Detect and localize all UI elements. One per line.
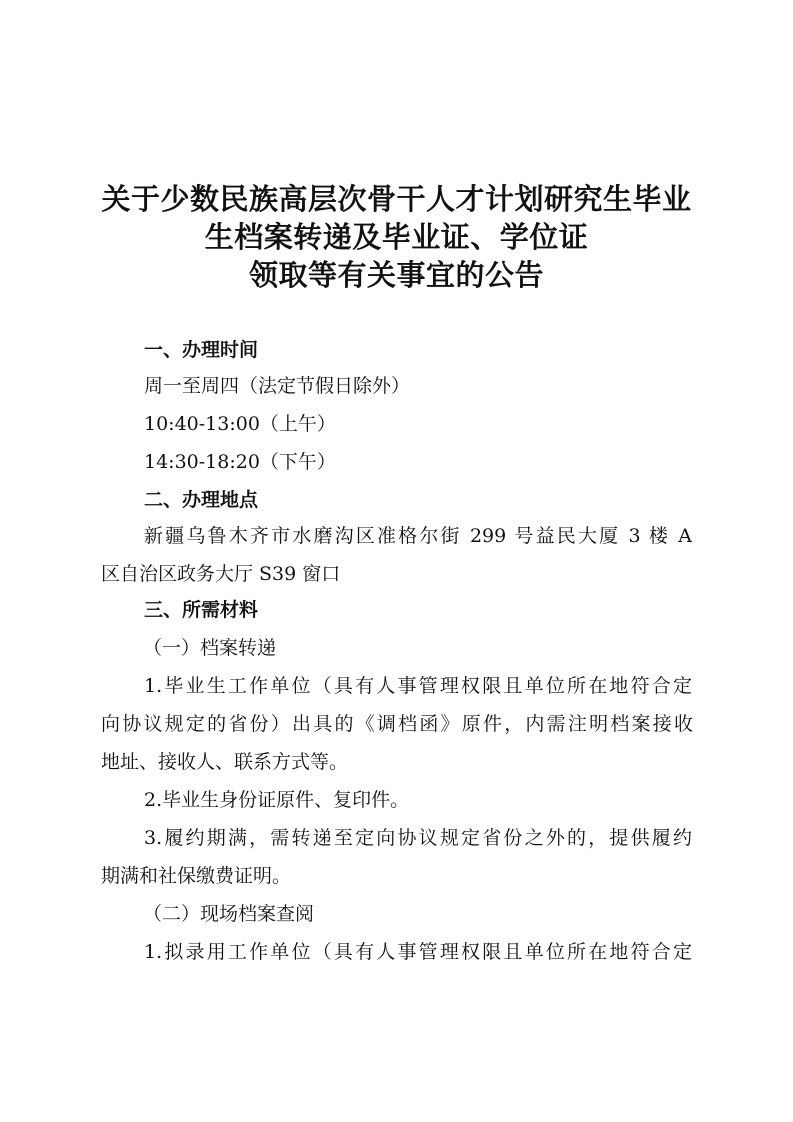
office-days: 周一至周四（法定节假日除外） — [144, 375, 411, 397]
transfer-item-1-line-3: 地址、接收人、联系方式等。 — [101, 751, 349, 773]
title-line-3: 领取等有关事宜的公告 — [248, 258, 544, 292]
review-item-1-line-1: 1.拟录用工作单位（具有人事管理权限且单位所在地符合定 — [144, 941, 692, 963]
address-line-1: 新疆乌鲁木齐市水磨沟区准格尔街 299 号益民大厦 3 楼 A — [144, 525, 692, 547]
section-heading-location: 二、办理地点 — [144, 489, 259, 511]
subsection-heading-file-transfer: （一）档案转递 — [143, 637, 277, 659]
morning-hours: 10:40-13:00（上午） — [144, 413, 336, 435]
transfer-item-1-line-1: 1.毕业生工作单位（具有人事管理权限且单位所在地符合定 — [144, 675, 692, 697]
transfer-item-2: 2.毕业生身份证原件、复印件。 — [144, 789, 410, 811]
section-heading-time: 一、办理时间 — [144, 339, 259, 361]
transfer-item-3-line-1: 3.履约期满，需转递至定向协议规定省份之外的，提供履约 — [144, 827, 692, 849]
transfer-item-1-line-2: 向协议规定的省份）出具的《调档函》原件，内需注明档案接收 — [101, 713, 693, 735]
title-line-2: 生档案转递及毕业证、学位证 — [204, 220, 589, 254]
address-line-2: 区自治区政务大厅 S39 窗口 — [101, 563, 341, 585]
afternoon-hours: 14:30-18:20（下午） — [144, 451, 336, 473]
title-line-1: 关于少数民族高层次骨干人才计划研究生毕业 — [101, 182, 692, 216]
section-heading-materials: 三、所需材料 — [144, 599, 259, 621]
transfer-item-3-line-2: 期满和社保缴费证明。 — [101, 865, 292, 887]
subsection-heading-file-review: （二）现场档案查阅 — [143, 903, 315, 925]
